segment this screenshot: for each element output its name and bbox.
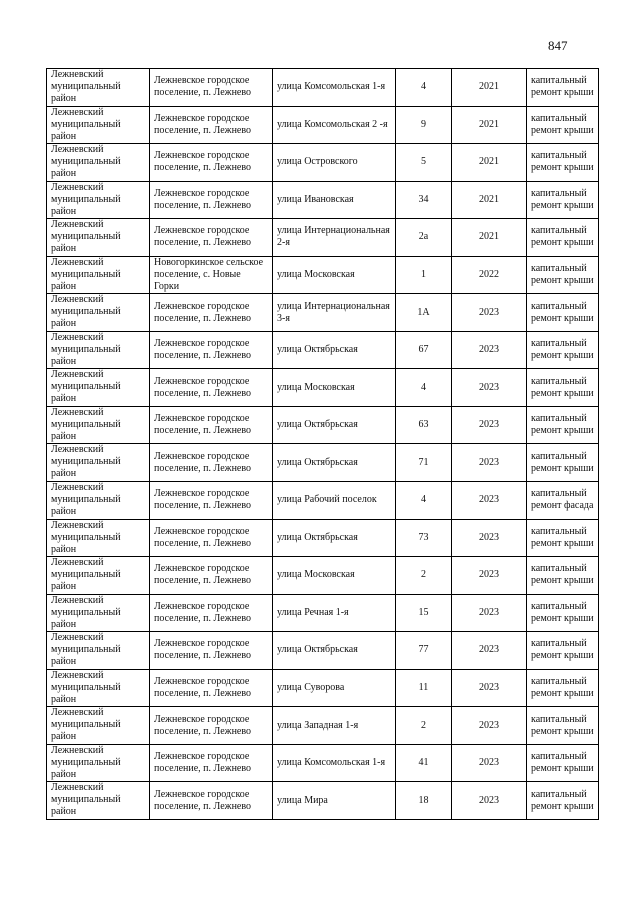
year-cell-text: 2023	[479, 419, 499, 431]
year-cell	[452, 444, 527, 482]
work-type-cell	[527, 144, 599, 182]
house-number-cell	[396, 519, 452, 557]
district-cell-text: Лежневский муниципальный район	[51, 369, 121, 405]
street-cell-text: улица Октябрьская	[277, 531, 358, 543]
street-cell	[273, 707, 396, 745]
street-cell-text: улица Интернациональная 2-я	[277, 225, 390, 249]
district-cell-text: Лежневский муниципальный район	[51, 144, 121, 180]
district-cell	[47, 669, 150, 707]
work-type-cell-text: капитальный ремонт крыши	[531, 225, 594, 249]
street-cell-text: улица Рабочий поселок	[277, 494, 377, 506]
house-number-cell	[396, 369, 452, 407]
district-cell-text: Лежневский муниципальный район	[51, 519, 121, 555]
settlement-cell	[150, 594, 273, 632]
district-cell	[47, 294, 150, 332]
work-type-cell-text: капитальный ремонт крыши	[531, 300, 594, 324]
year-cell-text: 2023	[479, 381, 499, 393]
work-type-cell	[527, 444, 599, 482]
street-cell-text: улица Интернациональная 3-я	[277, 300, 390, 324]
street-cell-text: улица Октябрьская	[277, 344, 358, 356]
house-number-cell	[396, 181, 452, 219]
settlement-cell-text: Лежневское городское поселение, п. Лежнево	[154, 751, 252, 775]
settlement-cell	[150, 144, 273, 182]
district-cell	[47, 181, 150, 219]
work-type-cell-text: капитальный ремонт крыши	[531, 187, 594, 211]
house-number-cell	[396, 406, 452, 444]
year-cell-text: 2023	[479, 494, 499, 506]
table-row	[47, 782, 599, 820]
year-cell-text: 2021	[479, 156, 499, 168]
year-cell-text: 2023	[479, 719, 499, 731]
street-cell	[273, 144, 396, 182]
work-type-cell	[527, 369, 599, 407]
year-cell-text: 2023	[479, 757, 499, 769]
settlement-cell-text: Новогоркинское сельское поселение, с. Новые Горки	[154, 257, 264, 292]
year-cell	[452, 744, 527, 782]
table-row	[47, 294, 599, 332]
work-type-cell-text: капитальный ремонт крыши	[531, 638, 594, 662]
district-cell	[47, 369, 150, 407]
street-cell-text: улица Западная 1-я	[277, 719, 359, 731]
district-cell-text: Лежневский муниципальный район	[51, 557, 121, 593]
settlement-cell-text: Лежневское городское поселение, п. Лежнево	[154, 788, 252, 812]
street-cell	[273, 219, 396, 257]
year-cell-text: 2023	[479, 794, 499, 806]
house-number-cell-text: 11	[418, 682, 429, 694]
district-cell	[47, 782, 150, 820]
year-cell	[452, 69, 527, 107]
settlement-cell-text: Лежневское городское поселение, п. Лежнево	[154, 187, 252, 211]
district-cell-text: Лежневский муниципальный район	[51, 181, 121, 217]
house-number-cell-text: 63	[418, 419, 429, 431]
settlement-cell-text: Лежневское городское поселение, п. Лежнево	[154, 713, 252, 737]
street-cell	[273, 331, 396, 369]
house-number-cell	[396, 707, 452, 745]
settlement-cell	[150, 632, 273, 670]
year-cell	[452, 669, 527, 707]
work-type-cell-text: капитальный ремонт крыши	[531, 563, 594, 587]
work-type-cell-text: капитальный ремонт крыши	[531, 112, 594, 136]
house-number-cell	[396, 219, 452, 257]
table-row	[47, 669, 599, 707]
street-cell	[273, 106, 396, 144]
year-cell	[452, 144, 527, 182]
table-row	[47, 256, 599, 294]
work-type-cell	[527, 669, 599, 707]
house-number-cell	[396, 669, 452, 707]
street-cell-text: улица Комсомольская 1-я	[277, 757, 386, 769]
settlement-cell-text: Лежневское городское поселение, п. Лежнево	[154, 638, 252, 662]
street-cell-text: улица Московская	[277, 569, 355, 581]
street-cell-text: улица Октябрьская	[277, 419, 358, 431]
district-cell-text: Лежневский муниципальный район	[51, 444, 121, 480]
work-type-cell	[527, 519, 599, 557]
street-cell	[273, 744, 396, 782]
district-cell-text: Лежневский муниципальный район	[51, 331, 121, 367]
settlement-cell	[150, 482, 273, 520]
settlement-cell	[150, 707, 273, 745]
house-number-cell-text: 9	[421, 118, 426, 130]
work-type-cell-text: капитальный ремонт крыши	[531, 150, 594, 174]
settlement-cell	[150, 69, 273, 107]
table-row	[47, 744, 599, 782]
settlement-cell-text: Лежневское городское поселение, п. Лежнево	[154, 450, 252, 474]
street-cell	[273, 69, 396, 107]
year-cell	[452, 181, 527, 219]
district-cell-text: Лежневский муниципальный район	[51, 406, 121, 442]
house-number-cell-text: 2	[421, 569, 426, 581]
settlement-cell	[150, 444, 273, 482]
settlement-cell-text: Лежневское городское поселение, п. Лежнево	[154, 300, 252, 324]
settlement-cell	[150, 219, 273, 257]
street-cell	[273, 482, 396, 520]
table-row	[47, 69, 599, 107]
work-type-cell	[527, 181, 599, 219]
table-row	[47, 557, 599, 595]
district-cell-text: Лежневский муниципальный район	[51, 707, 121, 743]
house-number-cell-text: 67	[418, 344, 429, 356]
house-number-cell-text: 34	[418, 193, 429, 205]
work-type-cell-text: капитальный ремонт крыши	[531, 525, 594, 549]
table-row	[47, 707, 599, 745]
settlement-cell-text: Лежневское городское поселение, п. Лежнево	[154, 413, 252, 437]
settlement-cell	[150, 181, 273, 219]
house-number-cell-text: 5	[421, 156, 426, 168]
district-cell	[47, 256, 150, 294]
street-cell-text: улица Островского	[277, 156, 358, 168]
work-type-cell-text: капитальный ремонт крыши	[531, 413, 594, 437]
year-cell	[452, 219, 527, 257]
house-number-cell-text: 4	[421, 81, 426, 93]
house-number-cell-text: 2	[421, 719, 426, 731]
year-cell-text: 2021	[479, 231, 499, 243]
street-cell-text: улица Октябрьская	[277, 644, 358, 656]
street-cell	[273, 256, 396, 294]
house-number-cell	[396, 744, 452, 782]
year-cell	[452, 331, 527, 369]
table-row	[47, 632, 599, 670]
district-cell-text: Лежневский муниципальный район	[51, 482, 121, 518]
year-cell	[452, 519, 527, 557]
district-cell-text: Лежневский муниципальный район	[51, 669, 121, 705]
street-cell	[273, 557, 396, 595]
table-row	[47, 181, 599, 219]
work-type-cell	[527, 69, 599, 107]
street-cell-text: улица Московская	[277, 381, 355, 393]
year-cell	[452, 782, 527, 820]
table-row	[47, 519, 599, 557]
year-cell-text: 2023	[479, 644, 499, 656]
table-row	[47, 219, 599, 257]
street-cell	[273, 181, 396, 219]
district-cell-text: Лежневский муниципальный район	[51, 69, 121, 104]
street-cell	[273, 782, 396, 820]
work-type-cell-text: капитальный ремонт крыши	[531, 600, 594, 624]
settlement-cell	[150, 406, 273, 444]
year-cell-text: 2021	[479, 193, 499, 205]
house-number-cell	[396, 294, 452, 332]
year-cell	[452, 557, 527, 595]
district-cell	[47, 444, 150, 482]
district-cell	[47, 106, 150, 144]
house-number-cell-text: 71	[418, 456, 429, 468]
year-cell-text: 2023	[479, 606, 499, 618]
year-cell	[452, 707, 527, 745]
work-type-cell-text: капитальный ремонт крыши	[531, 263, 594, 286]
settlement-cell	[150, 294, 273, 332]
settlement-cell	[150, 669, 273, 707]
work-type-cell	[527, 331, 599, 369]
house-number-cell	[396, 594, 452, 632]
district-cell	[47, 744, 150, 782]
year-cell	[452, 482, 527, 520]
year-cell-text: 2023	[479, 344, 499, 356]
street-cell-text: улица Комсомольская 2 -я	[277, 118, 388, 130]
work-type-cell	[527, 294, 599, 332]
district-cell	[47, 406, 150, 444]
house-number-cell-text: 77	[418, 644, 429, 656]
house-number-cell	[396, 69, 452, 107]
house-number-cell	[396, 632, 452, 670]
settlement-cell-text: Лежневское городское поселение, п. Лежнево	[154, 338, 252, 362]
street-cell-text: улица Мира	[277, 794, 328, 806]
settlement-cell-text: Лежневское городское поселение, п. Лежнево	[154, 150, 252, 174]
settlement-cell-text: Лежневское городское поселение, п. Лежнево	[154, 112, 252, 136]
work-type-cell	[527, 482, 599, 520]
year-cell	[452, 256, 527, 294]
table-row	[47, 106, 599, 144]
house-number-cell	[396, 106, 452, 144]
house-number-cell-text: 1А	[417, 306, 430, 318]
house-number-cell	[396, 144, 452, 182]
settlement-cell-text: Лежневское городское поселение, п. Лежнево	[154, 488, 252, 512]
district-cell-text: Лежневский муниципальный район	[51, 632, 121, 668]
district-cell	[47, 69, 150, 107]
work-type-cell-text: капитальный ремонт крыши	[531, 713, 594, 737]
table-row	[47, 482, 599, 520]
year-cell-text: 2023	[479, 569, 499, 581]
table-row	[47, 444, 599, 482]
settlement-cell	[150, 331, 273, 369]
year-cell-text: 2021	[479, 81, 499, 93]
work-type-cell-text: капитальный ремонт крыши	[531, 375, 594, 399]
year-cell-text: 2022	[479, 269, 499, 280]
year-cell-text: 2023	[479, 456, 499, 468]
settlement-cell	[150, 782, 273, 820]
district-cell-text: Лежневский муниципальный район	[51, 294, 121, 330]
house-number-cell	[396, 782, 452, 820]
street-cell	[273, 632, 396, 670]
settlement-cell	[150, 557, 273, 595]
street-cell-text: улица Речная 1-я	[277, 606, 349, 618]
district-cell-text: Лежневский муниципальный район	[51, 256, 121, 292]
district-cell	[47, 482, 150, 520]
settlement-cell-text: Лежневское городское поселение, п. Лежнево	[154, 563, 252, 587]
settlement-cell-text: Лежневское городское поселение, п. Лежнево	[154, 525, 252, 549]
house-number-cell-text: 15	[418, 606, 429, 618]
table-body	[47, 69, 599, 820]
street-cell	[273, 406, 396, 444]
street-cell-text: улица Ивановская	[277, 193, 354, 205]
street-cell-text: улица Суворова	[277, 682, 345, 694]
street-cell	[273, 294, 396, 332]
work-type-cell-text: капитальный ремонт крыши	[531, 676, 594, 700]
street-cell	[273, 594, 396, 632]
district-cell	[47, 594, 150, 632]
street-cell	[273, 519, 396, 557]
work-type-cell	[527, 106, 599, 144]
year-cell-text: 2023	[479, 682, 499, 694]
work-type-cell-text: капитальный ремонт крыши	[531, 751, 594, 775]
street-cell-text: улица Комсомольская 1-я	[277, 81, 386, 93]
year-cell	[452, 632, 527, 670]
year-cell-text: 2023	[479, 531, 499, 543]
house-number-cell-text: 4	[421, 381, 426, 393]
work-type-cell	[527, 219, 599, 257]
street-cell-text: улица Октябрьская	[277, 456, 358, 468]
settlement-cell	[150, 744, 273, 782]
district-cell-text: Лежневский муниципальный район	[51, 782, 121, 818]
work-type-cell-text: капитальный ремонт крыши	[531, 788, 594, 812]
street-cell	[273, 669, 396, 707]
district-cell-text: Лежневский муниципальный район	[51, 219, 121, 255]
work-type-cell-text: капитальный ремонт крыши	[531, 75, 594, 99]
district-cell	[47, 331, 150, 369]
table-row	[47, 406, 599, 444]
table-row	[47, 144, 599, 182]
house-number-cell-text: 4	[421, 494, 426, 506]
house-number-cell	[396, 482, 452, 520]
year-cell	[452, 594, 527, 632]
settlement-cell-text: Лежневское городское поселение, п. Лежнево	[154, 75, 252, 99]
settlement-cell-text: Лежневское городское поселение, п. Лежнево	[154, 225, 252, 249]
table-row	[47, 594, 599, 632]
table-row	[47, 369, 599, 407]
work-type-cell	[527, 632, 599, 670]
settlement-cell	[150, 106, 273, 144]
work-type-cell-text: капитальный ремонт крыши	[531, 450, 594, 474]
work-type-cell	[527, 594, 599, 632]
house-number-cell-text: 1	[421, 269, 426, 280]
district-cell-text: Лежневский муниципальный район	[51, 744, 121, 780]
settlement-cell	[150, 256, 273, 294]
settlement-cell	[150, 369, 273, 407]
district-cell	[47, 219, 150, 257]
house-number-cell-text: 41	[418, 757, 429, 769]
work-type-cell	[527, 406, 599, 444]
year-cell-text: 2021	[479, 118, 499, 130]
street-cell	[273, 369, 396, 407]
house-number-cell-text: 73	[418, 531, 429, 543]
house-number-cell	[396, 256, 452, 294]
table-row	[47, 331, 599, 369]
settlement-cell-text: Лежневское городское поселение, п. Лежнево	[154, 676, 252, 700]
street-cell	[273, 444, 396, 482]
work-type-cell-text: капитальный ремонт фасада	[531, 488, 594, 512]
settlement-cell-text: Лежневское городское поселение, п. Лежнево	[154, 375, 252, 399]
district-cell	[47, 557, 150, 595]
year-cell	[452, 106, 527, 144]
house-number-cell	[396, 557, 452, 595]
house-number-cell-text: 2а	[418, 231, 429, 243]
district-cell	[47, 632, 150, 670]
work-type-cell	[527, 744, 599, 782]
settlement-cell-text: Лежневское городское поселение, п. Лежнево	[154, 600, 252, 624]
settlement-cell	[150, 519, 273, 557]
work-type-cell	[527, 256, 599, 294]
district-cell-text: Лежневский муниципальный район	[51, 594, 121, 630]
year-cell	[452, 294, 527, 332]
work-type-cell-text: капитальный ремонт крыши	[531, 338, 594, 362]
district-cell	[47, 144, 150, 182]
house-number-cell	[396, 331, 452, 369]
house-number-cell-text: 18	[418, 794, 429, 806]
street-cell-text: улица Московская	[277, 269, 355, 280]
work-type-cell	[527, 707, 599, 745]
district-cell	[47, 707, 150, 745]
housing-repair-table	[46, 68, 599, 820]
work-type-cell	[527, 782, 599, 820]
district-cell	[47, 519, 150, 557]
house-number-cell	[396, 444, 452, 482]
district-cell-text: Лежневский муниципальный район	[51, 106, 121, 142]
year-cell	[452, 369, 527, 407]
year-cell-text: 2023	[479, 306, 499, 318]
work-type-cell	[527, 557, 599, 595]
page-number: 847	[548, 38, 568, 53]
year-cell	[452, 406, 527, 444]
